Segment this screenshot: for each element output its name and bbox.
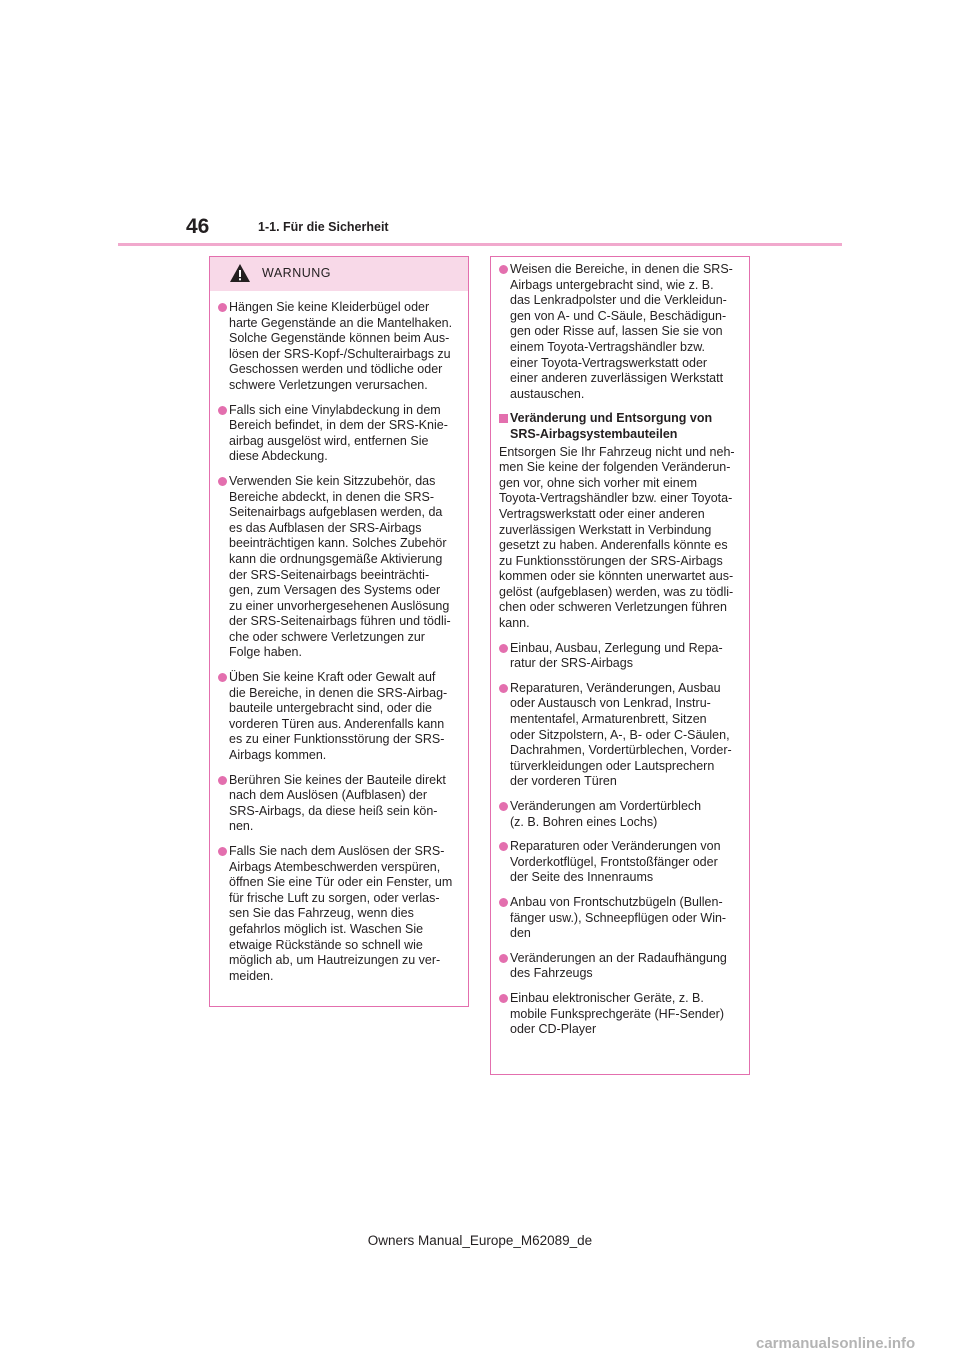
list-item bbox=[499, 641, 741, 672]
list-item-text: Reparaturen, Veränderungen, Ausbau oder Austausch von Lenkrad, Instru- mententafel, Armaturenbrett, Sitzen oder Sitzpolstern, A-, B- oder C-Säulen, Dachrahmen, Vordertürblechen, Vorder- türverkleidungen oder Lautsprechern der vorderen Türen bbox=[510, 680, 732, 789]
warning-item bbox=[218, 844, 460, 984]
warning-content bbox=[210, 291, 468, 984]
list-item bbox=[499, 839, 741, 886]
list-item-text: Einbau, Ausbau, Zerlegung und Repa- ratur der SRS-Airbags bbox=[510, 640, 723, 671]
warning-item-text: Hängen Sie keine Kleiderbügel oder harte Gegenstände an die Mantelhaken. Solche Gegenstände können beim Aus- lösen der SRS-Kopf-/Schulterairbags zu Geschossen werden und tödliche oder schwere Verletzungen verursachen. bbox=[229, 300, 453, 392]
header-rule bbox=[118, 243, 842, 246]
list-item-text: Anbau von Frontschutzbügeln (Bullen- fänger usw.), Schneepflügen oder Win- den bbox=[510, 894, 727, 941]
subsection-heading-text: Veränderung und Entsorgung von SRS-Airbagsystembauteilen bbox=[510, 411, 713, 441]
warning-item bbox=[218, 773, 460, 835]
section-title: 1-1. Für die Sicherheit bbox=[258, 220, 389, 234]
warning-item bbox=[218, 403, 460, 465]
bullet-icon bbox=[499, 265, 508, 274]
continued-box bbox=[490, 256, 750, 1075]
list-item bbox=[499, 895, 741, 942]
square-bullet-icon bbox=[499, 414, 508, 423]
list-item-text: Weisen die Bereiche, in denen die SRS- Airbags untergebracht sind, wie z. B. das Lenkradpolster und die Verkleidun- gen von A- und C-Säule, Beschädigun- gen oder Risse auf, lassen Sie sie von einem Toyota-Vertragshändler bzw. einer Toyota-Vertragswerkstatt oder einer anderen zuverlässigen Werkstatt austauschen. bbox=[510, 262, 733, 401]
warning-item bbox=[218, 474, 460, 661]
warning-item bbox=[218, 300, 460, 394]
list-item-text: Einbau elektronischer Geräte, z. B. mobile Funksprechgeräte (HF-Sender) oder CD-Player bbox=[510, 990, 724, 1037]
bullet-icon bbox=[499, 644, 508, 653]
warning-header bbox=[210, 257, 468, 291]
bullet-icon bbox=[218, 303, 227, 312]
page-number: 46 bbox=[186, 215, 210, 238]
list-item-text: Veränderungen an der Radaufhängung des Fahrzeugs bbox=[510, 950, 727, 981]
watermark-link[interactable]: carmanualsonline.info bbox=[756, 1335, 916, 1352]
warning-item bbox=[218, 670, 460, 764]
list-item bbox=[499, 799, 741, 830]
warning-item-text: Üben Sie keine Kraft oder Gewalt auf die Bereiche, in denen die SRS-Airbag- bauteile untergebracht sind, oder die vorderen Türen aus. Anderenfalls kann es zu einer Funktionsstörung der SRS- Airbags kommen. bbox=[229, 670, 448, 763]
subsection-heading bbox=[499, 411, 741, 442]
warning-item-text: Falls Sie nach dem Auslösen der SRS- Airbags Atembeschwerden verspüren, öffnen Sie eine Tür oder ein Fenster, um für frische Luft zu sorgen, oder verlas- sen Sie das Fahrzeug, wenn dies gefahrlos möglich ist. Waschen Sie etwaige Rückstände so schnell wie möglich ab, um Hautreizungen zu ver- meiden. bbox=[229, 844, 453, 983]
list-item bbox=[499, 991, 741, 1038]
body-paragraph: Entsorgen Sie Ihr Fahrzeug nicht und neh- men Sie keine der folgenden Veränderun- gen vor, ohne sich vorher mit einem Toyota-Vertragshändler bzw. einer Toyota- Vertragswerkstatt oder einer anderen zuverlässigen Werkstatt in Verbindung gesetzt zu haben. Anderenfalls könnte es zu Funktionsstörungen der SRS-Airbags kommen oder sie könnten unerwartet aus- gelöst (aufgeblasen) werden, was zu tödli- chen oder schweren Verletzungen führen kann. bbox=[499, 444, 735, 631]
list-item bbox=[499, 262, 741, 402]
bullet-icon bbox=[218, 847, 227, 856]
bullet-icon bbox=[499, 994, 508, 1003]
warning-title: WARNUNG bbox=[262, 266, 332, 280]
bullet-icon bbox=[499, 954, 508, 963]
warning-item-text: Berühren Sie keines der Bauteile direkt nach dem Auslösen (Aufblasen) der SRS-Airbags, da diese heiß sein kön- nen. bbox=[229, 772, 446, 834]
bullet-icon bbox=[499, 684, 508, 693]
list-item bbox=[499, 951, 741, 982]
bullet-icon bbox=[218, 776, 227, 785]
bullet-icon bbox=[499, 898, 508, 907]
bullet-icon bbox=[218, 673, 227, 682]
bullet-icon bbox=[218, 406, 227, 415]
warning-box bbox=[209, 256, 469, 1007]
footer-text: Owners Manual_Europe_M62089_de bbox=[367, 1233, 593, 1248]
list-item-text: Veränderungen am Vordertürblech (z. B. Bohren eines Lochs) bbox=[510, 799, 702, 829]
continued-content bbox=[491, 257, 749, 1038]
warning-item-text: Falls sich eine Vinylabdeckung in dem Bereich befindet, in dem der SRS-Knie- airbag ausgelöst wird, entfernen Sie diese Abdeckung. bbox=[229, 402, 448, 464]
warning-item-text: Verwenden Sie kein Sitzzubehör, das Bereiche abdeckt, in denen die SRS- Seitenairbags aufgeblasen werden, da es das Aufblasen der SRS-Airbags beeinträchtigen kann. Solches Zubehör kann die ordnungsgemäße Aktivierung der SRS-Seitenairbags beeinträchti- gen, zum Versagen des Systems oder zu einer unvorhergesehenen Auslösung der SRS-Seitenairbags führen und tödli- che oder schwere Verletzungen zur Folge haben. bbox=[229, 473, 451, 660]
bullet-icon bbox=[499, 842, 508, 851]
list-item-text: Reparaturen oder Veränderungen von Vorderkotflügel, Frontstoßfänger oder der Seite des Innenraums bbox=[510, 839, 721, 885]
warning-triangle-icon bbox=[229, 263, 251, 283]
bullet-icon bbox=[218, 477, 227, 486]
bullet-icon bbox=[499, 802, 508, 811]
list-item bbox=[499, 681, 741, 790]
